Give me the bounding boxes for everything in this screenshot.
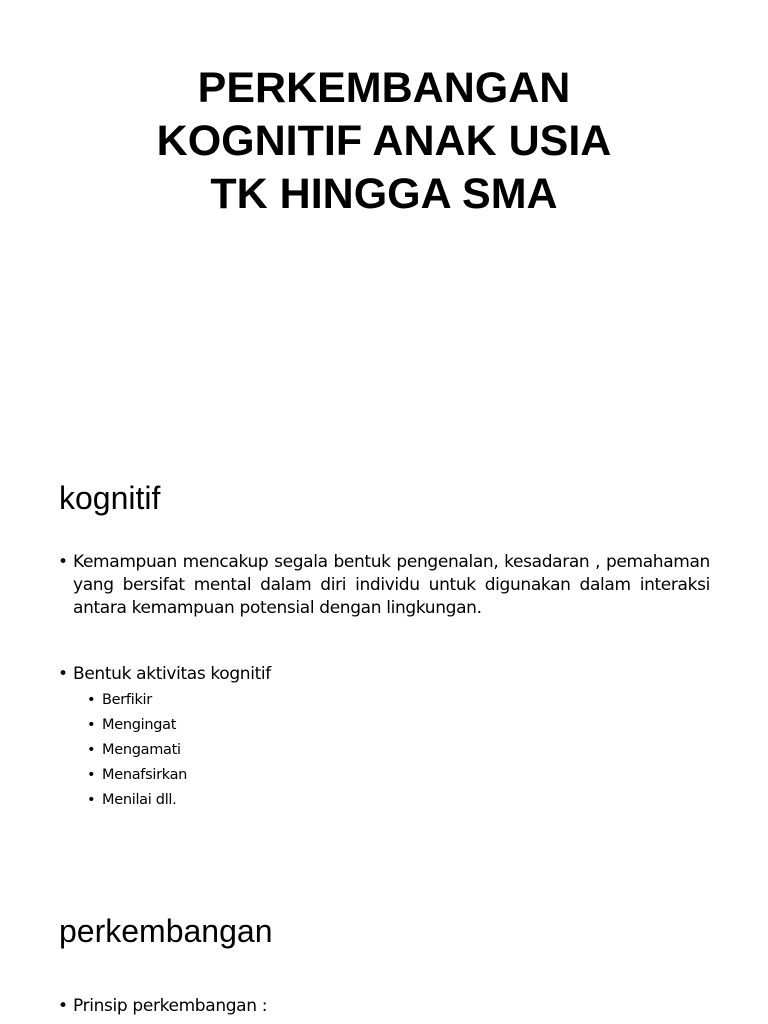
- sub-item-menilai: [87, 788, 710, 813]
- sub-item-menafsirkan: [87, 763, 710, 788]
- bullet-dot: •: [58, 996, 68, 1016]
- sub-item-label: Mengingat: [102, 717, 177, 733]
- sub-item-berfikir: [87, 688, 710, 713]
- bullet-dot: •: [87, 692, 96, 708]
- title-line-2: KOGNITIF ANAK USIA: [156, 117, 612, 165]
- title-line-1: PERKEMBANGAN: [197, 64, 571, 112]
- perkembangan-heading: perkembangan: [59, 913, 273, 949]
- aktivitas-sub-list: [87, 688, 710, 813]
- sub-item-label: Menafsirkan: [102, 767, 188, 783]
- main-title: [60, 62, 708, 221]
- kognitif-heading: kognitif: [59, 480, 161, 516]
- bullet-dot: •: [87, 792, 96, 808]
- sub-item-mengingat: [87, 713, 710, 738]
- bullet-dot: •: [58, 664, 68, 684]
- sub-item-mengamati: [87, 738, 710, 763]
- title-slide: [0, 0, 768, 440]
- kognitif-definition-bullet: [58, 551, 710, 620]
- kognitif-definition-text: Kemampuan mencakup segala bentuk pengenalan, kesadaran , pemahaman yang bersifat mental dalam diri individu untuk digunakan dalam interaksi antara kemampuan potensial dengan lingkungan.: [73, 552, 710, 618]
- prinsip-text: Prinsip perkembangan :: [73, 996, 268, 1016]
- prinsip-bullet: [58, 995, 710, 1018]
- kognitif-bullet-list: [58, 551, 710, 620]
- sub-item-label: Menilai dll.: [102, 792, 177, 808]
- title-line-3: TK HINGGA SMA: [210, 170, 558, 218]
- aktivitas-bullet: [58, 663, 710, 813]
- bullet-dot: •: [87, 742, 96, 758]
- bullet-dot: •: [58, 552, 68, 572]
- sub-item-label: Mengamati: [102, 742, 181, 758]
- aktivitas-text: Bentuk aktivitas kognitif: [73, 664, 271, 684]
- bullet-dot: •: [87, 717, 96, 733]
- perkembangan-bullet-list: [58, 995, 710, 1018]
- sub-item-label: Berfikir: [102, 692, 152, 708]
- bullet-dot: •: [87, 767, 96, 783]
- aktivitas-bullet-list: [58, 663, 710, 813]
